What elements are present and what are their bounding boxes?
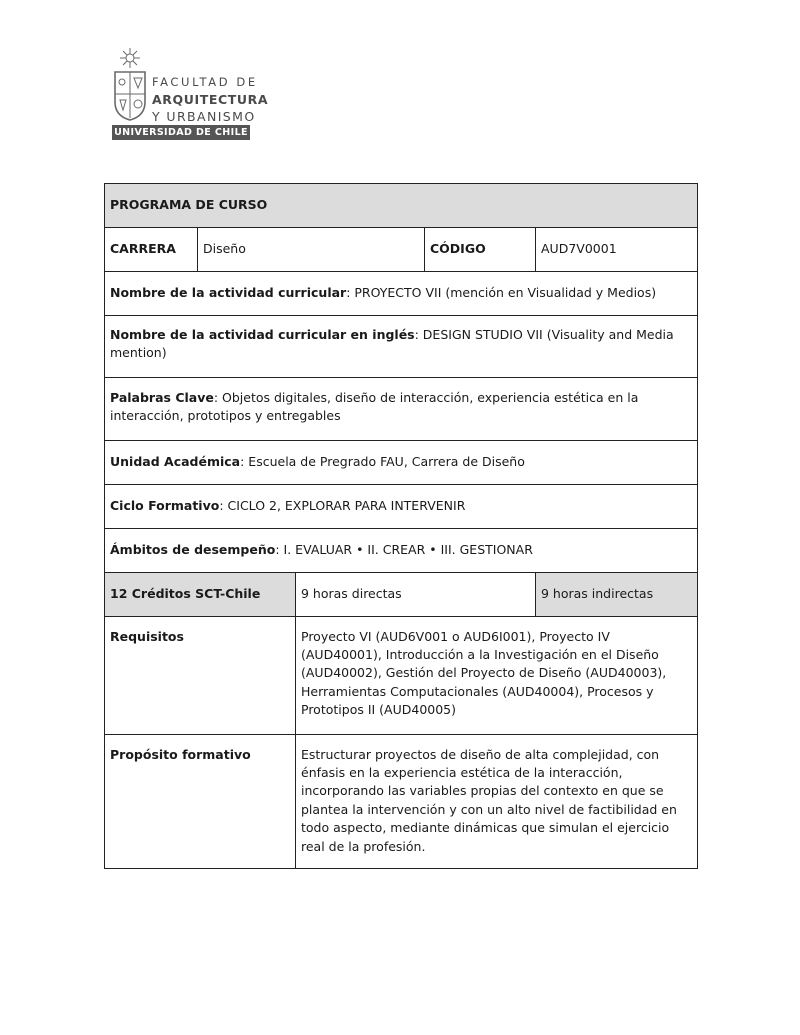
ambitos-label: Ámbitos de desempeño: [110, 541, 276, 557]
palabras-clave-label: Palabras Clave: [110, 389, 214, 405]
codigo-label-cell: [425, 228, 536, 272]
codigo-value: AUD7V0001: [536, 228, 698, 272]
faculty-logo: [112, 46, 269, 142]
horas-directas: 9 horas directas: [296, 572, 536, 616]
nombre-ingles-row: [105, 316, 698, 378]
requisitos-value: Proyecto VI (AUD6V001 o AUD6I001), Proyecto IV (AUD40001), Introducción a la Investigación en el Diseño (AUD40002), Gestión del Proyecto de Diseño (AUD40003), Herramientas Computacionales (AUD40004), Procesos y Prototipos II (AUD40005): [296, 616, 698, 734]
codigo-label: CÓDIGO: [430, 241, 486, 257]
creditos-label: 12 Créditos SCT-Chile: [110, 585, 261, 601]
palabras-clave-value: : Objetos digitales, diseño de interacción, experiencia estética en la interacción, prototipos y entregables: [110, 389, 639, 424]
creditos-cell: [105, 572, 296, 616]
creditos-row: [105, 572, 698, 616]
university-crest-icon: [112, 46, 148, 122]
ciclo-cell: [105, 484, 698, 528]
logo-wordmark: [152, 74, 268, 125]
nombre-cell: [105, 272, 698, 316]
proposito-value: Estructurar proyectos de diseño de alta complejidad, con énfasis en la experiencia estética de la interacción, incorporando las variables propias del contexto en que se plantea la intervención y con un alto nivel de factibilidad en todo aspecto, mediante dinámicas que simulan el ejercicio real de la profesión.: [296, 734, 698, 868]
logo-line-1: FACULTAD DE: [152, 75, 258, 89]
requisitos-label-cell: [105, 616, 296, 734]
table-title-cell: [105, 184, 698, 228]
proposito-label: Propósito formativo: [110, 746, 251, 762]
nombre-label: Nombre de la actividad curricular: [110, 285, 347, 301]
logo-line-3: Y URBANISMO: [152, 109, 256, 124]
nombre-ingles-value: : DESIGN STUDIO VII (Visuality and Media mention): [110, 327, 674, 361]
unidad-label: Unidad Académica: [110, 453, 241, 469]
ciclo-label: Ciclo Formativo: [110, 497, 220, 513]
carrera-label: CARRERA: [110, 241, 176, 257]
unidad-value: : Escuela de Pregrado FAU, Carrera de Diseño: [240, 453, 525, 469]
ciclo-row: [105, 484, 698, 528]
proposito-label-cell: [105, 734, 296, 868]
logo-university-band: UNIVERSIDAD DE CHILE: [112, 125, 250, 140]
proposito-row: [105, 734, 698, 868]
unidad-cell: [105, 440, 698, 484]
nombre-value: : PROYECTO VII (mención en Visualidad y Medios): [346, 285, 657, 301]
course-program-table: [104, 183, 698, 869]
ambitos-value: : I. EVALUAR • II. CREAR • III. GESTIONAR: [275, 541, 533, 557]
ciclo-value: : CICLO 2, EXPLORAR PARA INTERVENIR: [219, 497, 466, 513]
nombre-ingles-label: Nombre de la actividad curricular en inglés: [110, 327, 415, 342]
logo-line-2: ARQUITECTURA: [152, 92, 269, 107]
carrera-row: [105, 228, 698, 272]
nombre-ingles-cell: [105, 316, 698, 378]
nombre-row: [105, 272, 698, 316]
ambitos-cell: [105, 528, 698, 572]
palabras-clave-row: [105, 377, 698, 440]
title-row: [105, 184, 698, 228]
requisitos-label: Requisitos: [110, 628, 184, 644]
ambitos-row: [105, 528, 698, 572]
table-title: PROGRAMA DE CURSO: [110, 197, 268, 213]
unidad-row: [105, 440, 698, 484]
carrera-label-cell: [105, 228, 198, 272]
carrera-value: Diseño: [198, 228, 425, 272]
palabras-clave-cell: [105, 377, 698, 440]
requisitos-row: [105, 616, 698, 734]
horas-indirectas: 9 horas indirectas: [536, 572, 698, 616]
